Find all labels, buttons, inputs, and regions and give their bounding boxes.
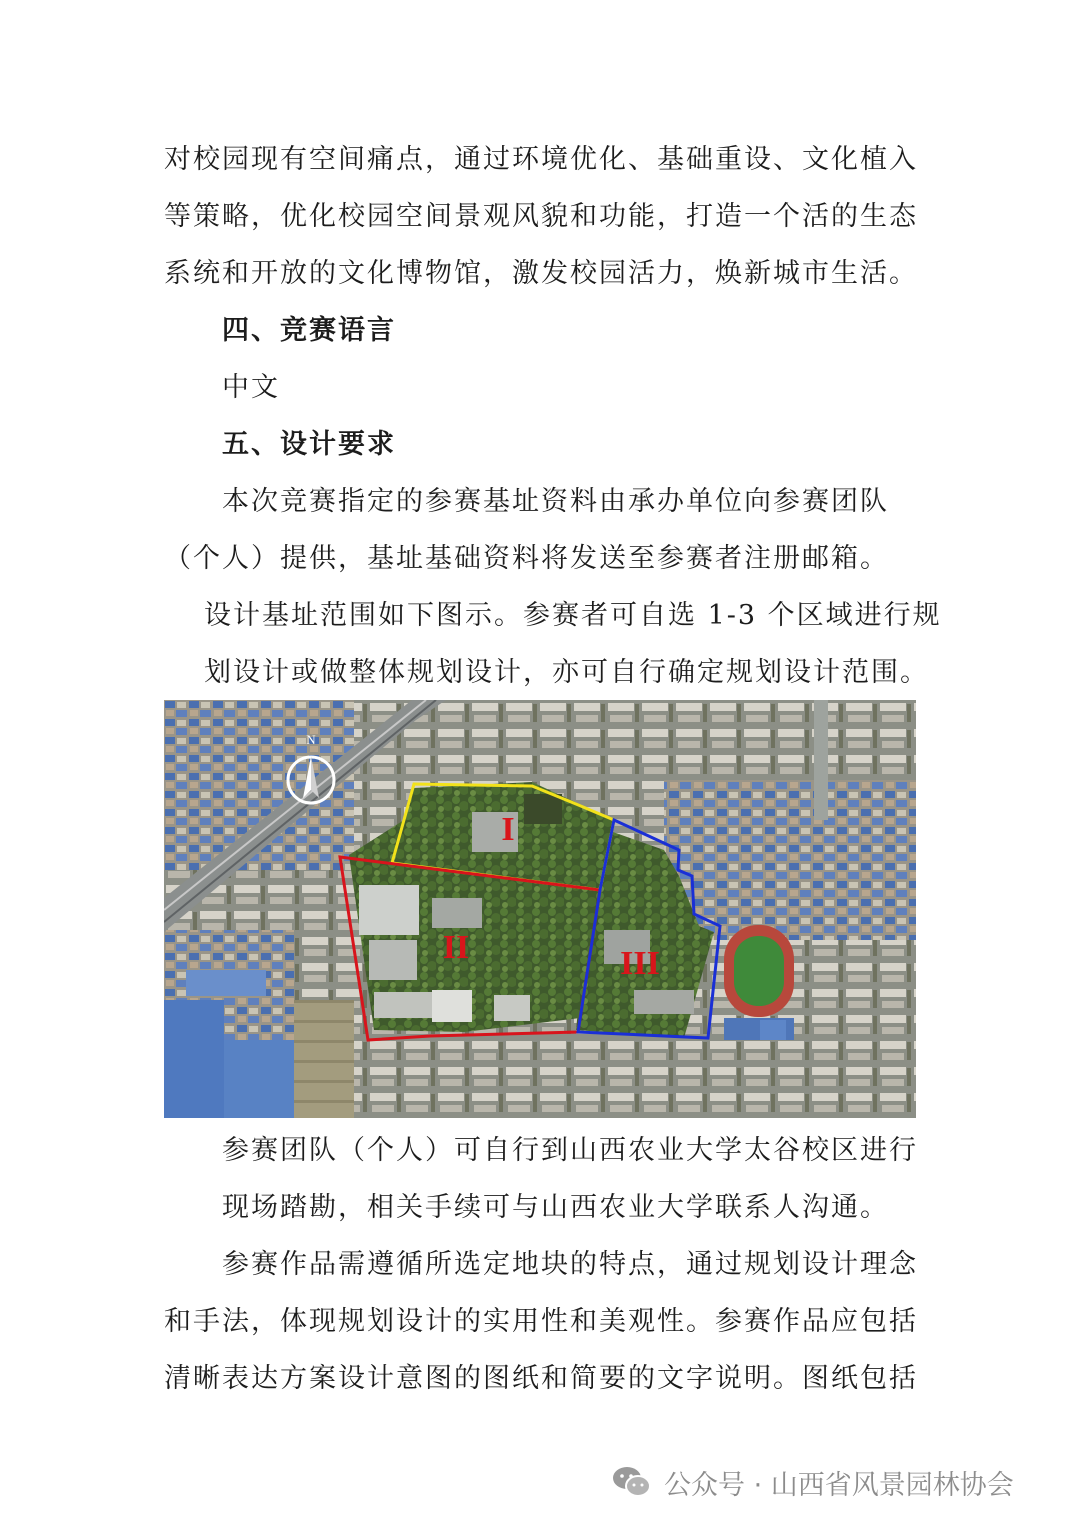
text-line: 系统和开放的文化博物馆，激发校园活力，焕新城市生活。 (164, 258, 918, 289)
text-line: 划设计或做整体规划设计，亦可自行确定规划设计范围。 (204, 657, 929, 688)
north-label: N (306, 732, 316, 747)
text-line: 中文 (222, 372, 280, 403)
text-line: 清晰表达方案设计意图的图纸和简要的文字说明。图纸包括 (164, 1363, 918, 1394)
wechat-watermark (612, 1460, 1014, 1504)
text-line: 对校园现有空间痛点，通过环境优化、基础重设、文化植入 (164, 144, 918, 175)
text-line: 设计基址范围如下图示。参赛者可自选 1-3 个区域进行规 (204, 600, 942, 631)
text-line: 现场踏勘，相关手续可与山西农业大学联系人沟通。 (222, 1192, 889, 1223)
zone-label: I (501, 811, 515, 848)
text-line: 参赛团队（个人）可自行到山西农业大学太谷校区进行 (222, 1135, 918, 1166)
zone-label: II (442, 929, 470, 966)
watermark-text: 公众号 · 山西省风景园林协会 (664, 1469, 1014, 1501)
text-line: 等策略，优化校园空间景观风貌和功能，打造一个活的生态 (164, 201, 918, 232)
section-heading: 五、设计要求 (222, 429, 396, 460)
section-heading: 四、竞赛语言 (222, 315, 396, 346)
site-map-drawing (164, 700, 916, 1118)
wechat-icon (612, 1465, 652, 1499)
text-line: 本次竞赛指定的参赛基址资料由承办单位向参赛团队 (222, 486, 889, 517)
site-aerial-map (164, 700, 916, 1118)
text-line: 参赛作品需遵循所选定地块的特点，通过规划设计理念 (222, 1249, 918, 1280)
zone-label: III (620, 945, 660, 982)
text-line: 和手法，体现规划设计的实用性和美观性。参赛作品应包括 (164, 1306, 918, 1337)
text-line: （个人）提供，基址基础资料将发送至参赛者注册邮箱。 (164, 543, 889, 574)
